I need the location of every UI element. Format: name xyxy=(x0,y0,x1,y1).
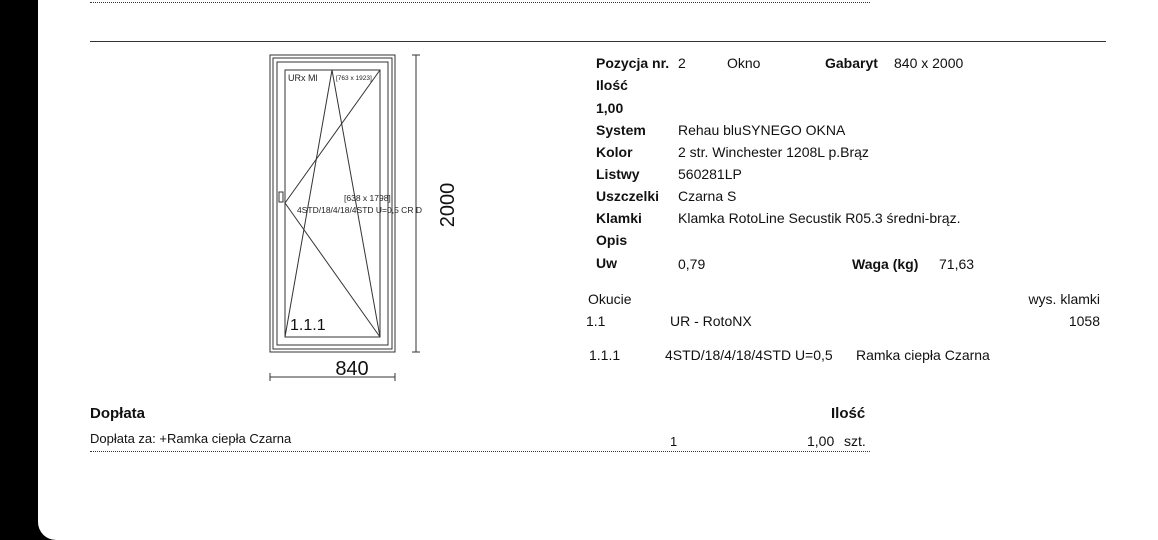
uszczelki-label: Uszczelki xyxy=(596,188,660,204)
handle-mark xyxy=(279,192,283,202)
doplata-item-qty: 1,00 xyxy=(807,433,835,449)
klamki-label: Klamki xyxy=(596,210,642,226)
waga-value: 71,63 xyxy=(939,256,975,272)
system-label: System xyxy=(596,122,646,138)
doplata-qty-header: Ilość xyxy=(831,405,866,422)
gabaryt-label: Gabaryt xyxy=(825,55,878,71)
ilosc-value: 1,00 xyxy=(596,100,624,116)
waga-label: Waga (kg) xyxy=(852,256,919,272)
tilt-line-right xyxy=(332,70,380,337)
type-value: Okno xyxy=(727,55,761,71)
okucie-row-code: 1.1 xyxy=(586,313,606,329)
listwy-label: Listwy xyxy=(596,166,640,182)
okucie-row-handle: 1058 xyxy=(1068,313,1100,329)
position-label: Pozycja nr. xyxy=(596,55,670,71)
glass-spec: 4STD/18/4/18/4STD U=0,5 CR D xyxy=(297,205,422,215)
opis-label: Opis xyxy=(596,232,628,248)
kolor-label: Kolor xyxy=(596,144,633,160)
ilosc-label: Ilość xyxy=(596,77,628,93)
outer-frame xyxy=(270,55,395,352)
position-value: 2 xyxy=(678,55,686,71)
section-rule xyxy=(90,41,1106,42)
height-value: 2000 xyxy=(437,182,459,228)
tilt-line-left xyxy=(285,70,332,337)
doplata-title: Dopłata xyxy=(90,405,146,422)
top-dotted-line xyxy=(90,2,870,3)
position-code: 1.1.1 xyxy=(290,317,326,334)
doplata-item-unit: szt. xyxy=(844,433,866,449)
listwy-value: 560281LP xyxy=(678,166,742,182)
uszczelki-value: Czarna S xyxy=(678,188,737,204)
glazing-code: 1.1.1 xyxy=(589,347,621,363)
sash-label: URx Ml xyxy=(288,73,318,83)
width-value: 840 xyxy=(335,358,369,380)
uw-value: 0,79 xyxy=(678,256,706,272)
turn-line-top xyxy=(285,70,380,203)
system-value: Rehau bluSYNEGO OKNA xyxy=(678,122,846,138)
uw-label: Uw xyxy=(596,255,617,271)
handle-height-header: wys. klamki xyxy=(1028,291,1100,307)
klamki-value: Klamka RotoLine Secustik R05.3 średni-brąz. xyxy=(678,210,961,226)
doplata-dotted-line xyxy=(90,451,870,452)
window-drawing xyxy=(248,50,468,385)
document-page xyxy=(38,0,1158,540)
okucie-row-name: UR - RotoNX xyxy=(670,313,752,329)
frame-dims: [763 x 1923] xyxy=(336,75,372,82)
glass-dims: [638 x 1798] xyxy=(344,193,391,203)
gabaryt-value: 840 x 2000 xyxy=(894,55,964,71)
glazing-spec: 4STD/18/4/18/4STD U=0,5 xyxy=(665,347,833,363)
glazing-frame: Ramka ciepła Czarna xyxy=(856,347,990,363)
doplata-item-count: 1 xyxy=(670,434,678,449)
okucie-header: Okucie xyxy=(588,291,632,307)
doplata-item-text: Dopłata za: +Ramka ciepła Czarna xyxy=(90,431,292,446)
glass-pane xyxy=(285,70,380,337)
kolor-value: 2 str. Winchester 1208L p.Brąz xyxy=(678,144,869,160)
sash xyxy=(277,62,388,345)
